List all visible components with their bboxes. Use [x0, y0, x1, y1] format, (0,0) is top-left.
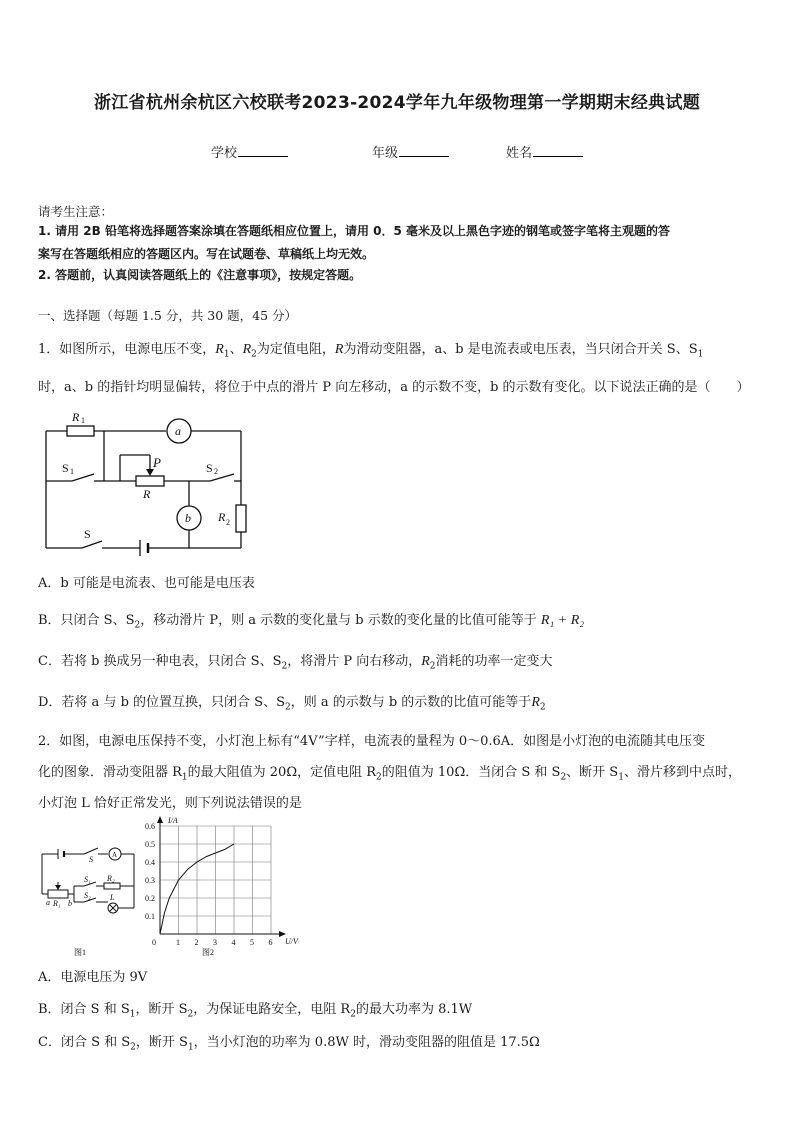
- q1-label-r2-sub: 2: [226, 518, 230, 527]
- q2-line2c: 的阻值为 10Ω．当闭合 S 和 S: [381, 765, 561, 780]
- q2-resistor-r2: [104, 883, 120, 889]
- q1-label-r1: R: [72, 410, 80, 424]
- chart-x-tick: 5: [250, 938, 254, 947]
- chart-x-label: U/V: [285, 937, 298, 946]
- q2-line2d-sub: 1: [618, 772, 624, 783]
- q2-label-b: b: [68, 899, 72, 908]
- q2-option-c-b: ，断开 S: [135, 1035, 188, 1050]
- chart-y-tick: 0.2: [145, 894, 155, 903]
- q1-option-b-text2: ，移动滑片 P，则 a 示数的变化量与 b 示数的变化量的比值可能等于: [140, 613, 537, 628]
- q2-line2b-sub: 2: [376, 772, 382, 783]
- q1-label-p: P: [153, 455, 161, 470]
- chart-x-tick: 3: [213, 938, 217, 947]
- q2-option-b-sub3: 2: [350, 1009, 356, 1020]
- q1-switch-s: [82, 541, 102, 548]
- q1-resistor-r2: [236, 505, 246, 532]
- q1-option-b-text: B．只闭合 S、S: [38, 613, 135, 628]
- q2-iu-chart: [142, 814, 302, 960]
- q1-option-c-sub: 2: [281, 661, 288, 672]
- school-field[interactable]: [211, 142, 288, 161]
- q1-stem-line-2: 时，a、b 的指针均明显偏转，将位于中点的滑片 P 向左移动，a 的示数不变，b 的示数有变化。以下说法正确的是（ ）: [38, 380, 750, 395]
- notice-heading: 请考生注意：: [38, 204, 114, 219]
- q2-option-b-a: B．闭合 S 和 S: [38, 1002, 130, 1017]
- q2-rheostat-r1: [48, 890, 68, 898]
- q2-option-b-b: ，断开 S: [135, 1002, 188, 1017]
- q2-option-a[interactable]: A．电源电压为 9V: [38, 970, 148, 985]
- section-heading: 一、选择题（每题 1.5 分，共 30 题，45 分）: [38, 308, 298, 323]
- q1-r2: R: [242, 342, 252, 357]
- q1-option-d-text: D．若将 a 与 b 的位置互换，只闭合 S、S: [38, 695, 285, 710]
- q1-label-s2: S: [206, 461, 213, 475]
- q1-rheostat-r: [136, 476, 164, 486]
- chart-y-tick: 0.6: [145, 822, 155, 831]
- grade-blank[interactable]: [399, 144, 449, 157]
- page-title: 浙江省杭州余杭区六校联考2023-2024学年九年级物理第一学期期末经典试题: [93, 93, 701, 113]
- q2-label-a: a: [46, 898, 50, 907]
- q2-option-b-sub1: 1: [129, 1009, 136, 1020]
- q2-label-l: L: [110, 893, 115, 902]
- q1-option-d-sub: 2: [284, 702, 291, 713]
- chart-x-tick: 6: [268, 938, 273, 947]
- q2-option-b-d: 的最大功率为 8.1W: [355, 1002, 473, 1017]
- chart-y-tick: 0.3: [145, 876, 155, 885]
- q2-label-s1: S₁: [84, 875, 91, 884]
- q2-stem-line-2: [38, 761, 741, 783]
- q1-stem-b: 为定值电阻，: [256, 342, 335, 357]
- q1-stem-line-1: [38, 338, 703, 360]
- q2-option-c-c: ，当小灯泡的功率为 0.8W 时，滑动变阻器的阻值是 17.5Ω: [193, 1035, 540, 1050]
- q1-option-d-text2: ，则 a 的示数与 b 的示数的比值可能等于: [290, 695, 532, 710]
- q1-stem-c-sub: 1: [697, 349, 704, 360]
- chart-y-tick: 0.1: [145, 912, 155, 921]
- q2-line2c-sub: 2: [560, 772, 567, 783]
- q1-r2-sub: 2: [251, 349, 257, 360]
- q2-switch-s: [84, 848, 98, 854]
- grade-label: 年级: [372, 146, 399, 161]
- grade-field[interactable]: [372, 142, 449, 161]
- q2-label-r2: R₂: [107, 874, 115, 883]
- q2-label-r1: R₁: [53, 899, 61, 908]
- q1-option-c-text3: 消耗的功率一定变大: [435, 654, 553, 669]
- q1-option-a[interactable]: A．b 可能是电流表、也可能是电压表: [38, 576, 255, 591]
- q1-option-c-text: C．若将 b 换成另一种电表，只闭合 S、S: [38, 654, 282, 669]
- q1-switch-s1: [72, 474, 94, 481]
- q1-option-b-sub: 2: [134, 620, 141, 631]
- q1-option-c-text2: ，将滑片 P 向右移动，: [287, 654, 422, 669]
- school-blank[interactable]: [238, 144, 288, 157]
- q1-option-c[interactable]: [38, 650, 553, 672]
- q2-option-b-c: ，为保证电路安全，电阻 R: [193, 1002, 351, 1017]
- q2-label-s2: S₂: [84, 891, 91, 900]
- q1-circuit-figure: [36, 408, 258, 556]
- name-blank[interactable]: [533, 144, 583, 157]
- chart-caption: 图2: [202, 948, 214, 957]
- q2-option-b-sub2: 2: [187, 1009, 194, 1020]
- q2-circuit-figure: [36, 838, 140, 958]
- notice-line-1b: 案写在答题纸相应的答题区内。写在试题卷、草稿纸上均无效。: [38, 247, 375, 261]
- chart-x-tick: 4: [231, 938, 236, 947]
- q2-stem-line-3: 小灯泡 L 恰好正常发光，则下列说法错误的是: [38, 796, 302, 811]
- q1-r1-sub: 1: [223, 349, 230, 360]
- chart-x-tick: 0: [152, 938, 156, 947]
- q1-label-s2-sub: 2: [214, 467, 218, 476]
- chart-y-tick: 0.5: [145, 840, 155, 849]
- q2-line2a: 化的图象．滑动变阻器 R: [38, 765, 182, 780]
- school-label: 学校: [211, 146, 238, 161]
- notice-line-1a: 1. 请用 2B 铅笔将选择题答案涂填在答题纸相应位置上，请用 0．5 毫米及以上黑色字迹的钢笔或签字笔将主观题的答: [38, 224, 670, 238]
- q1-option-b[interactable]: [38, 609, 584, 631]
- q2-line2a-sub: 1: [181, 772, 188, 783]
- q2-line2d: 、断开 S: [566, 765, 619, 780]
- q1-resistor-r1: [67, 426, 94, 436]
- q2-line2e: 、滑片移到中点时，: [623, 765, 741, 780]
- q2-option-c-sub1: 2: [130, 1042, 136, 1053]
- notice-line-2: 2. 答题前，认真阅读答题纸上的《注意事项》，按规定答题。: [38, 268, 362, 282]
- q1-option-c-r: R: [421, 654, 430, 669]
- q1-label-s1: S: [62, 461, 69, 475]
- q1-label-a: a: [175, 424, 181, 438]
- q1-option-c-rsub: 2: [429, 661, 436, 672]
- chart-y-tick: 0.4: [145, 858, 155, 867]
- q2-stem-line-1: 2．如图，电源电压保持不变，小灯泡上标有“4V”字样，电流表的量程为 0～0.6A．如图是小灯泡的电流随其电压变: [38, 734, 706, 749]
- q1-label-r1-sub: 1: [81, 416, 85, 425]
- q2-line2b: 的最大阻值为 20Ω，定值电阻 R: [187, 765, 377, 780]
- q2-option-c[interactable]: [38, 1031, 540, 1053]
- q1-label-b: b: [185, 511, 191, 525]
- q1-option-d-rsub: 2: [539, 702, 546, 713]
- q1-option-b-expr: R₁ + R₂: [540, 613, 585, 628]
- q2-option-b[interactable]: [38, 998, 472, 1020]
- q1-label-r2: R: [218, 510, 226, 524]
- q1-sep: 、: [229, 342, 243, 357]
- q1-stem-c: 为滑动变阻器，a、b 是电流表或电压表，当只闭合开关 S、S: [343, 342, 698, 357]
- q1-option-d-r: R: [531, 695, 540, 710]
- q2-option-c-a: C．闭合 S 和 S: [38, 1035, 131, 1050]
- q1-r: R: [334, 342, 344, 357]
- q1-r1: R: [215, 342, 224, 357]
- chart-y-label: I/A: [168, 816, 178, 825]
- q1-stem-a: 1．如图所示，电源电压不变，: [38, 342, 216, 357]
- q1-option-d[interactable]: [38, 691, 546, 713]
- q1-label-s: S: [84, 527, 91, 541]
- q2-option-c-sub2: 1: [187, 1042, 194, 1053]
- chart-x-tick: 1: [176, 938, 180, 947]
- q1-label-r: R: [143, 487, 151, 501]
- q2-label-s: S: [89, 855, 93, 864]
- q2-label-ammeter: A: [112, 851, 118, 859]
- q1-label-s1-sub: 1: [70, 467, 74, 476]
- name-label: 姓名: [506, 146, 533, 161]
- q2-fig1-caption: 图1: [74, 948, 86, 957]
- chart-x-tick: 2: [194, 938, 199, 947]
- name-field[interactable]: [506, 142, 583, 161]
